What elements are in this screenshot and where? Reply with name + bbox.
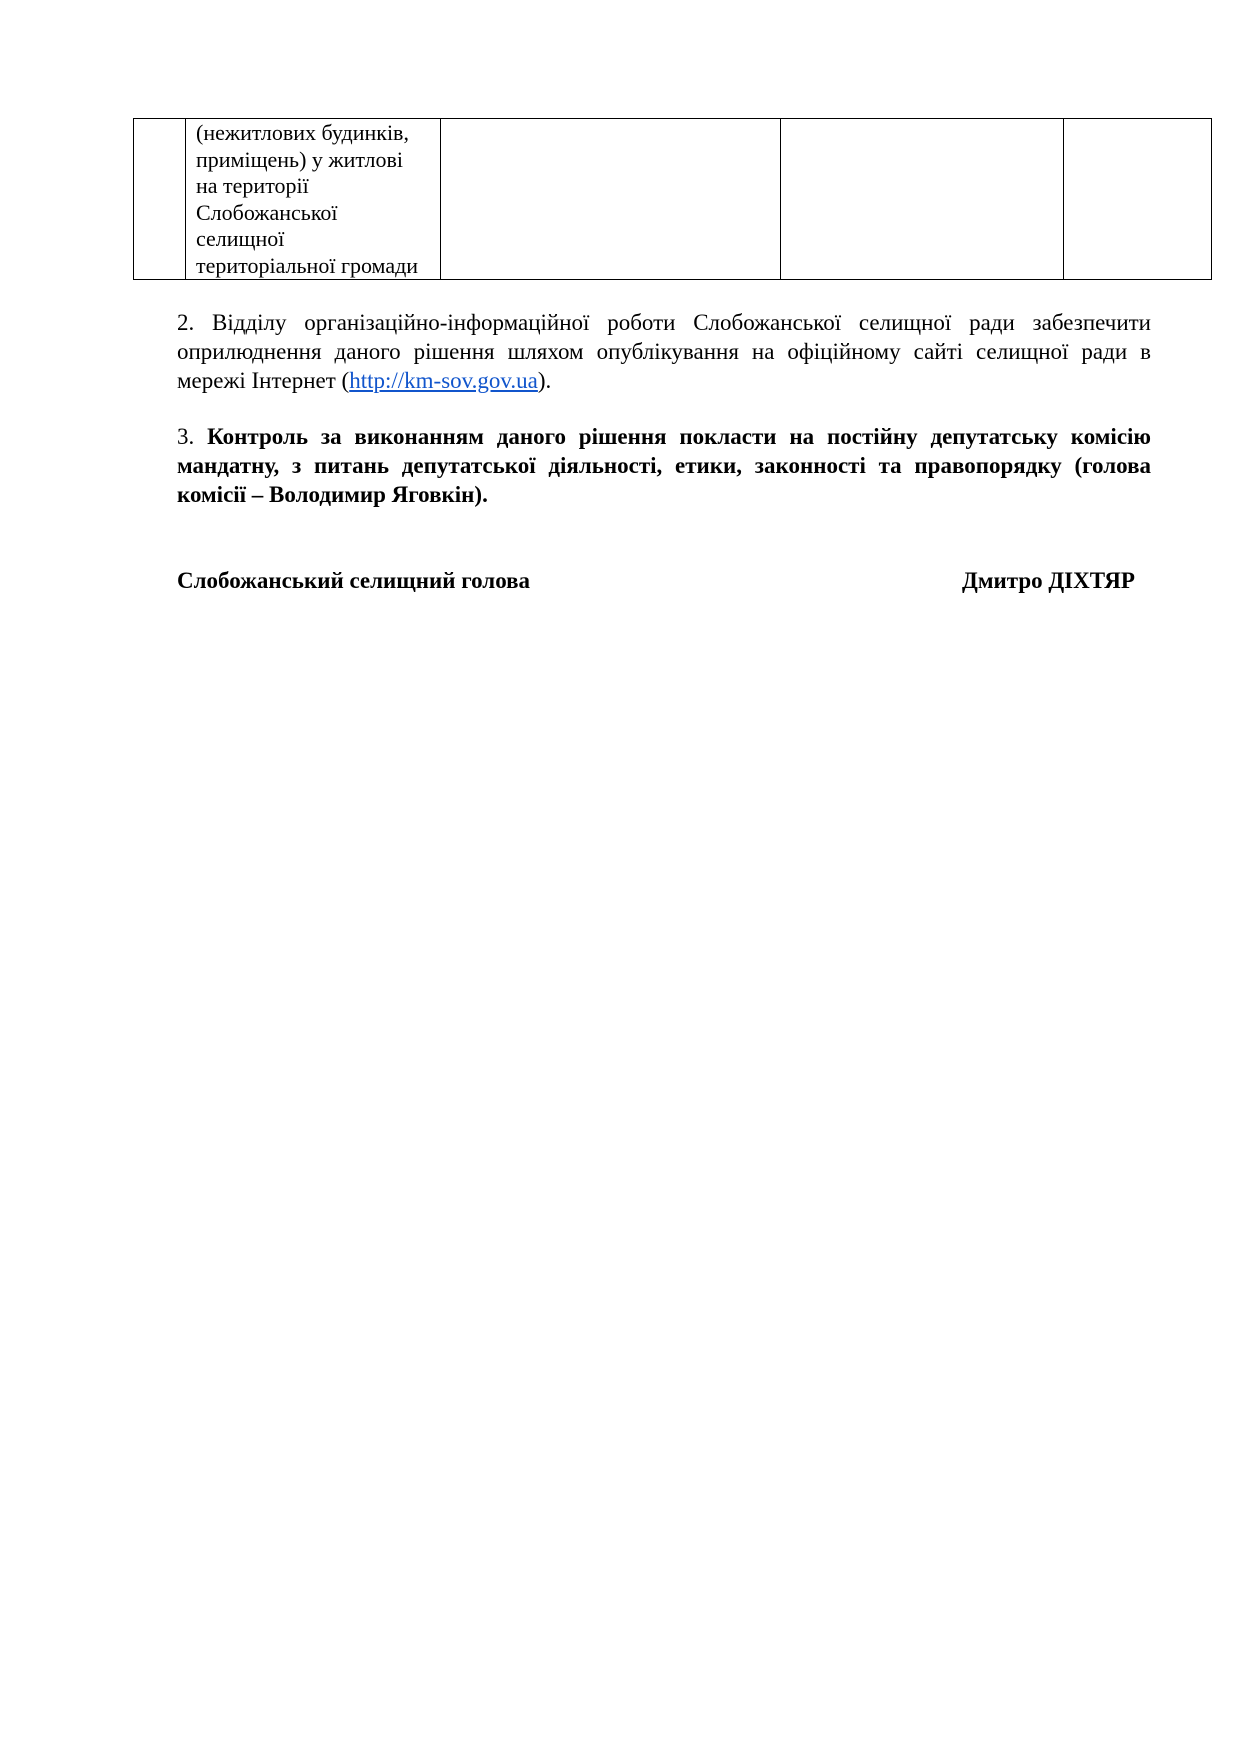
paragraph-3: [177, 422, 1151, 509]
table-row: [134, 119, 1212, 280]
table-cell-number: [134, 119, 186, 280]
table-cell-description: [186, 119, 441, 280]
table-cell-text: (нежитлових будинків, приміщень) у житлові на території Слобожанської селищної територіальної громади: [196, 120, 419, 278]
paragraph-2-text: Відділу організаційно-інформаційної роботи Слобожанської селищної ради забезпечити оприлюднення даного рішення шляхом опублікування на офіційному сайті селищної ради в мережі Інтернет (: [177, 310, 1151, 393]
paragraph-2: [177, 308, 1151, 395]
table-cell-empty: [1064, 119, 1212, 280]
table-cell-empty: [781, 119, 1064, 280]
paragraph-2-number: 2.: [177, 310, 195, 335]
paragraph-3-text: Контроль за виконанням даного рішення покласти на постійну депутатську комісію мандатну, з питань депутатської діяльності, етики, законності та правопорядку (голова комісії – Володимир Яговкін).: [177, 424, 1151, 507]
website-link[interactable]: http://km-sov.gov.ua: [349, 368, 538, 393]
paragraph-3-number: 3.: [177, 424, 195, 449]
paragraph-2-text-end: ).: [537, 368, 552, 393]
signature-name: Дмитро ДІХТЯР: [962, 568, 1135, 593]
continuation-table: [133, 118, 1212, 280]
table-cell-empty: [441, 119, 781, 280]
signature-position: Слобожанський селищний голова: [177, 568, 531, 593]
